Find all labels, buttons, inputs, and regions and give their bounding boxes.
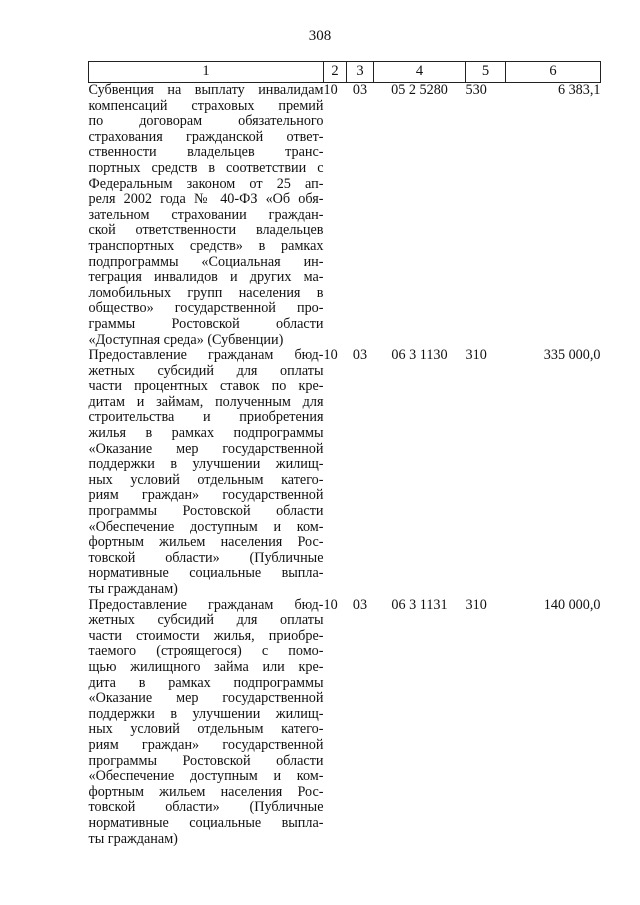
budget-table	[88, 61, 601, 847]
description-line: поддержки в улучшении жилищ-	[88, 456, 324, 473]
description-line: Предоставление гражданам бюд-	[88, 347, 324, 364]
description-line: ской ответственности владельцев	[88, 222, 324, 239]
description-line: общество» государственной про-	[88, 300, 324, 317]
header-col-6: 6	[506, 62, 601, 83]
amount: 140 000,0	[543, 596, 601, 613]
description-line: компенсаций страховых премий	[88, 97, 324, 114]
description-line: дита в рамках подпрограммы	[88, 674, 324, 691]
description-line: по договорам обязательного	[88, 113, 324, 130]
description-line: ственности владельцев транс-	[88, 144, 324, 161]
row-description	[89, 83, 324, 349]
description-line: части стоимости жилья, приобре-	[88, 627, 324, 644]
header-col-2: 2	[324, 62, 347, 83]
expense-type-code: 310	[465, 347, 487, 364]
description-line: фортным жильем населения Рос-	[88, 534, 324, 551]
description-line: «Обеспечение доступным и ком-	[88, 518, 324, 535]
subsection-code: 03	[352, 596, 368, 613]
description-line: «Доступная среда» (Субвенции)	[88, 331, 284, 348]
description-line: ты гражданам)	[88, 581, 178, 597]
description-line: теграция инвалидов и других ма-	[88, 269, 324, 286]
amount: 6 383,1	[557, 82, 601, 98]
target-article-code: 05 2 5280	[391, 82, 448, 98]
subsection-code: 03	[352, 347, 368, 364]
description-line: подпрограммы «Социальная ин-	[88, 253, 324, 270]
table-row	[89, 83, 601, 349]
table-row	[89, 598, 601, 848]
description-line: «Обеспечение доступным и ком-	[88, 768, 324, 785]
description-line: «Оказание мер государственной	[88, 690, 324, 707]
target-article-code: 06 3 1131	[391, 596, 448, 613]
description-line: Предоставление гражданам бюд-	[88, 596, 324, 613]
subsection-code: 03	[352, 82, 368, 98]
expense-type-code: 310	[465, 596, 487, 613]
description-line: жилья в рамках подпрограммы	[88, 425, 324, 442]
header-col-3: 3	[347, 62, 374, 83]
description-line: риям граждан» государственной	[88, 487, 324, 504]
description-line: поддержки в улучшении жилищ-	[88, 705, 324, 722]
description-line: фортным жильем населения Рос-	[88, 783, 324, 800]
row-description	[89, 348, 324, 598]
description-line: «Оказание мер государственной	[88, 440, 324, 457]
description-line: Субвенция на выплату инвалидам	[88, 82, 324, 98]
description-line: жетных субсидий для оплаты	[88, 362, 324, 379]
description-line: ты гражданам)	[88, 830, 178, 847]
section-code: 10	[323, 82, 338, 98]
description-line: товской области» (Публичные	[88, 799, 324, 816]
description-line: программы Ростовской области	[88, 503, 324, 520]
header-col-4: 4	[374, 62, 466, 83]
section-code: 10	[323, 347, 338, 364]
description-line: нормативные социальные выпла-	[88, 814, 324, 831]
amount: 335 000,0	[543, 347, 601, 364]
description-line: зательном страховании граждан-	[88, 206, 324, 223]
description-line: портных средств в соответствии с	[88, 159, 324, 176]
description-line: таемого (строящегося) с помо-	[88, 643, 324, 660]
description-line: ных условий отдельным катего-	[88, 471, 324, 488]
description-line: программы Ростовской области	[88, 752, 324, 769]
section-code: 10	[323, 596, 338, 613]
header-col-1: 1	[89, 62, 324, 83]
page-number: 308	[308, 28, 332, 44]
description-line: товской области» (Публичные	[88, 549, 324, 566]
description-line: транспортных средств» в рамках	[88, 237, 324, 254]
description-line: ных условий отдельным катего-	[88, 721, 324, 738]
table-body	[89, 83, 601, 848]
description-line: строительства и приобретения	[88, 409, 324, 426]
header-row	[89, 62, 601, 83]
description-line: страхования гражданской ответ-	[88, 128, 324, 145]
description-line: нормативные социальные выпла-	[88, 565, 324, 582]
description-line: жетных субсидий для оплаты	[88, 612, 324, 629]
table-row	[89, 348, 601, 598]
description-line: дитам и займам, полученным для	[88, 393, 324, 410]
header-col-5: 5	[466, 62, 506, 83]
description-line: щью жилищного займа или кре-	[88, 658, 324, 675]
expense-type-code: 530	[465, 82, 487, 98]
description-line: реля 2002 года № 40-ФЗ «Об обя-	[88, 191, 324, 208]
description-line: части процентных ставок по кре-	[88, 378, 324, 395]
description-line: Федеральным законом от 25 ап-	[88, 175, 324, 192]
description-line: граммы Ростовской области	[88, 315, 324, 332]
description-line: ломобильных групп населения в	[88, 284, 324, 301]
target-article-code: 06 3 1130	[391, 347, 448, 364]
row-description	[89, 598, 324, 848]
description-line: риям граждан» государственной	[88, 736, 324, 753]
